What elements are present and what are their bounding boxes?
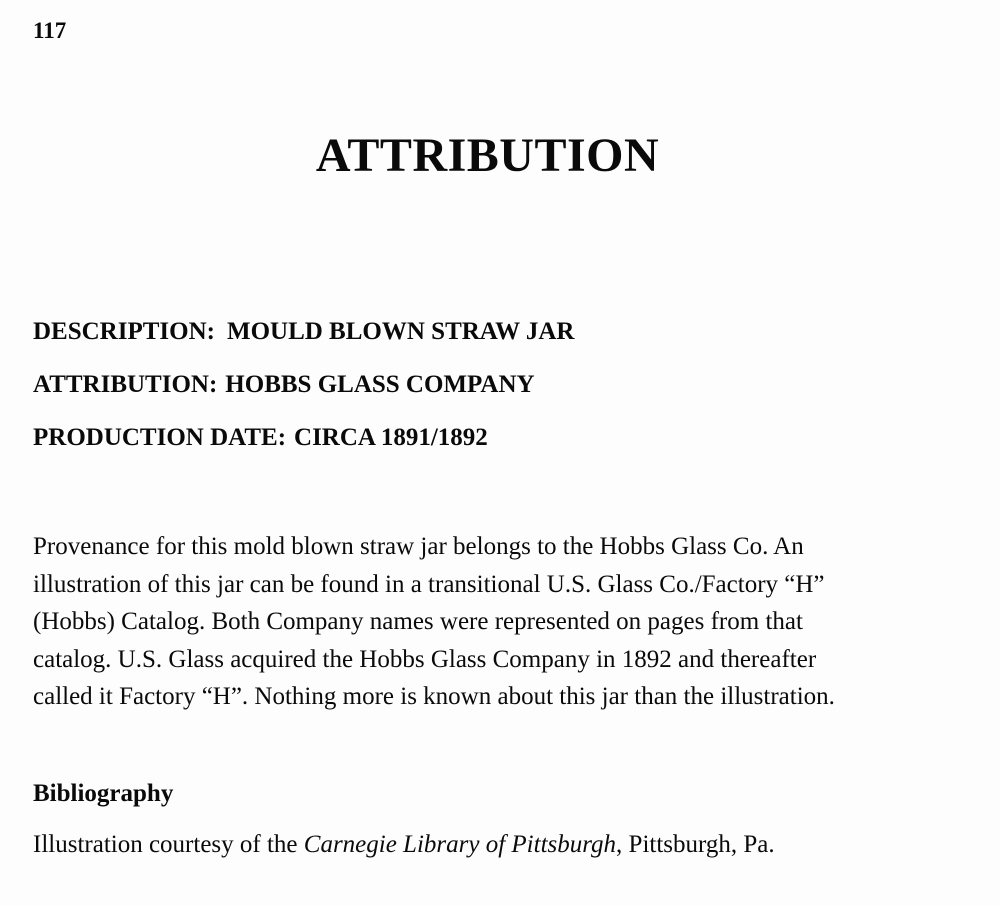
paragraph-line: (Hobbs) Catalog. Both Company names were represented on pages from that xyxy=(33,608,803,635)
production-date-value: CIRCA 1891/1892 xyxy=(294,424,488,451)
attribution-value: HOBBS GLASS COMPANY xyxy=(225,371,535,398)
paragraph-line: illustration of this jar can be found in a transitional U.S. Glass Co./Factory “H” xyxy=(33,570,825,598)
bibliography-heading: Bibliography xyxy=(33,780,174,807)
bibliography-entry-suffix: , Pittsburgh, Pa. xyxy=(616,831,775,858)
production-date-line xyxy=(33,424,488,452)
page-number: 117 xyxy=(33,18,67,43)
description-label: DESCRIPTION: xyxy=(33,318,215,345)
bibliography-entry xyxy=(33,831,775,859)
paragraph-line: called it Factory “H”. Nothing more is known about this jar than the illustration. xyxy=(33,683,835,710)
paragraph-line: catalog. U.S. Glass acquired the Hobbs Glass Company in 1892 and thereafter xyxy=(33,645,817,673)
bibliography-entry-prefix: Illustration courtesy of the xyxy=(33,831,304,858)
provenance-paragraph xyxy=(33,528,973,716)
attribution-line xyxy=(33,371,535,399)
paragraph-line: Provenance for this mold blown straw jar belongs to the Hobbs Glass Co. An xyxy=(33,533,804,560)
page-title: ATTRIBUTION xyxy=(315,129,660,182)
description-value: MOULD BLOWN STRAW JAR xyxy=(226,318,575,345)
attribution-label: ATTRIBUTION: xyxy=(33,371,218,398)
bibliography-source-title: Carnegie Library of Pittsburgh xyxy=(303,831,617,858)
production-date-label: PRODUCTION DATE: xyxy=(33,424,287,451)
description-line xyxy=(33,318,574,346)
